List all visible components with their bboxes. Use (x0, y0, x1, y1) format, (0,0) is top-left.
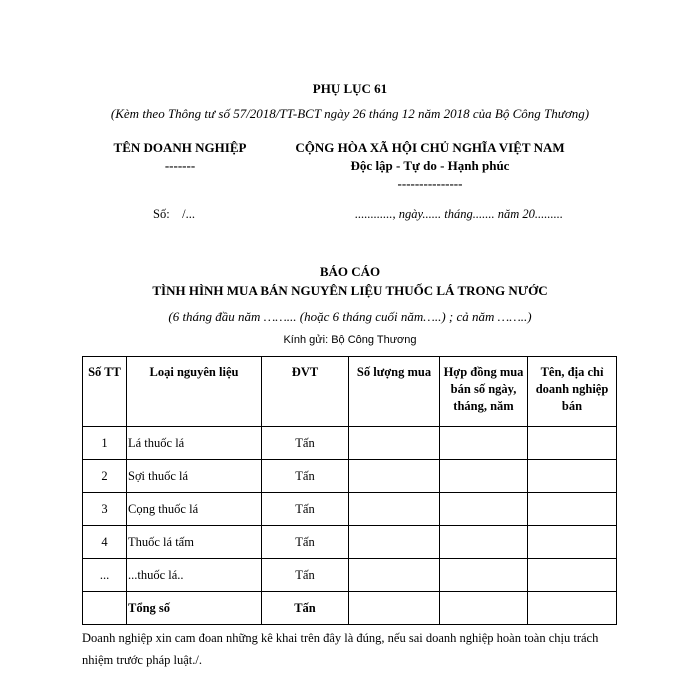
nation-motto: Độc lập - Tự do - Hạnh phúc (350, 158, 510, 173)
appendix-title: PHỤ LỤC 61 (312, 81, 388, 96)
header-stt: Số TT (83, 357, 127, 427)
row-quantity (349, 559, 440, 592)
row-material: Thuốc lá tấm (127, 526, 262, 559)
row-stt: 2 (83, 460, 127, 493)
company-block (95, 139, 265, 175)
row-seller (528, 460, 617, 493)
row-material: Tổng số (127, 592, 262, 625)
row-contract (440, 526, 528, 559)
table-header-row (83, 357, 617, 427)
row-contract (440, 493, 528, 526)
row-seller (528, 592, 617, 625)
header-contract: Hợp đồng mua bán số ngày, tháng, năm (440, 357, 528, 427)
row-unit: Tấn (262, 592, 349, 625)
table-row (83, 493, 617, 526)
row-stt: 4 (83, 526, 127, 559)
row-contract (440, 592, 528, 625)
row-seller (528, 526, 617, 559)
header-unit: ĐVT (262, 357, 349, 427)
row-unit: Tấn (262, 460, 349, 493)
row-quantity (349, 592, 440, 625)
row-material: Lá thuốc lá (127, 427, 262, 460)
appendix-subtitle: (Kèm theo Thông tư số 57/2018/TT-BCT ngày 26 tháng 12 năm 2018 của Bộ Công Thương) (110, 106, 590, 121)
row-stt: 1 (83, 427, 127, 460)
header-quantity: Số lượng mua (349, 357, 440, 427)
nation-block (280, 139, 580, 193)
row-seller (528, 559, 617, 592)
row-contract (440, 559, 528, 592)
nation-dash: --------------- (397, 176, 463, 191)
row-quantity (349, 526, 440, 559)
declaration-text: Doanh nghiệp xin cam đoan những kê khai trên đây là đúng, nếu sai doanh nghiệp hoàn toàn chịu trách nhiệm trước pháp luật./. (82, 631, 599, 667)
company-dash: ------- (164, 158, 196, 173)
report-heading: BÁO CÁO (319, 264, 381, 279)
row-material: Cọng thuốc lá (127, 493, 262, 526)
report-table (82, 356, 617, 625)
row-quantity (349, 493, 440, 526)
report-title: TÌNH HÌNH MUA BÁN NGUYÊN LIỆU THUỐC LÁ TRONG NƯỚC (152, 283, 548, 298)
row-seller (528, 493, 617, 526)
row-stt: ... (83, 559, 127, 592)
row-unit: Tấn (262, 559, 349, 592)
row-contract (440, 460, 528, 493)
row-seller (528, 427, 617, 460)
row-stt: 3 (83, 493, 127, 526)
company-name: TÊN DOANH NGHIỆP (113, 140, 247, 155)
row-quantity (349, 460, 440, 493)
header-seller: Tên, địa chỉ doanh nghiệp bán (528, 357, 617, 427)
row-contract (440, 427, 528, 460)
table-row (83, 460, 617, 493)
row-unit: Tấn (262, 526, 349, 559)
report-recipient: Kính gửi: Bộ Công Thương (283, 334, 417, 346)
row-material: Sợi thuốc lá (127, 460, 262, 493)
row-quantity (349, 427, 440, 460)
nation-name: CỘNG HÒA XÃ HỘI CHỦ NGHĨA VIỆT NAM (295, 140, 565, 155)
document-date: ............, ngày...... tháng....... năm 20......... (355, 207, 563, 221)
row-unit: Tấn (262, 427, 349, 460)
table-row (83, 427, 617, 460)
row-stt (83, 592, 127, 625)
table-row (83, 526, 617, 559)
document-number: Số: /... (153, 207, 196, 221)
header-material: Loại nguyên liệu (127, 357, 262, 427)
row-material: ...thuốc lá.. (127, 559, 262, 592)
report-period: (6 tháng đầu năm ……... (hoặc 6 tháng cuối năm…..) ; cả năm ……..) (168, 309, 532, 324)
table-total-row (83, 592, 617, 625)
row-unit: Tấn (262, 493, 349, 526)
table-row (83, 559, 617, 592)
